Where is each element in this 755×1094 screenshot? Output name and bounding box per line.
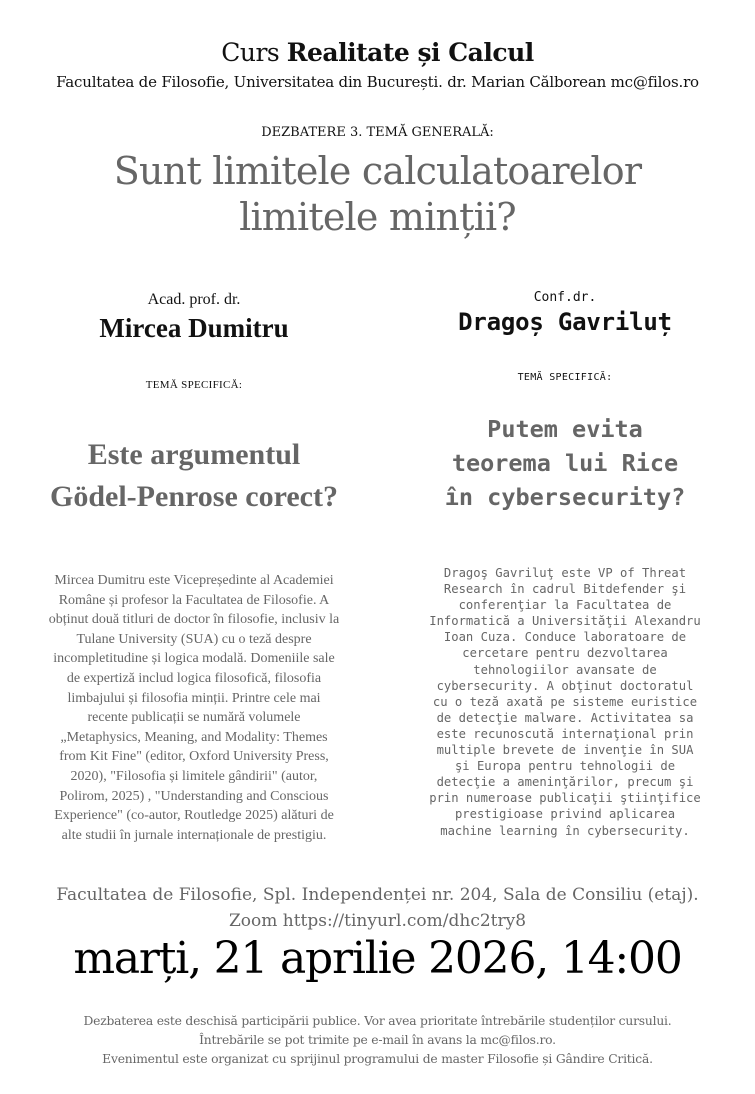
bio-line: Research în cadrul Bitdefender şi	[443, 582, 687, 597]
topic-line: în cybersecurity?	[444, 483, 686, 511]
bio-line: detecţie a ameninţărilor, precum şi	[436, 775, 694, 790]
bio-line: este recunoscută internaţional prin	[436, 726, 694, 741]
debate-title	[0, 148, 755, 240]
speaker-2-name: Dragoș Gavriluț	[458, 308, 672, 336]
topic-line: Gödel-Penrose corect?	[50, 480, 338, 513]
bio-line: machine learning în cybersecurity.	[440, 823, 690, 838]
speaker-1-role: Acad. prof. dr.	[147, 291, 241, 308]
speaker-2-tema-label: TEMĂ SPECIFICĂ:	[517, 372, 613, 383]
topic-line: Este argumentul	[87, 438, 301, 471]
faculty-line: Facultatea de Filosofie, Universitatea din București. dr. Marian Călborean mc@filos.ro	[56, 73, 699, 91]
speaker-2-topic	[392, 412, 738, 514]
bio-line: incompletitudine și logica modală. Domeniile sale	[53, 651, 335, 667]
bio-line: conferenţiar la Facultatea de	[458, 598, 672, 613]
bio-line: prin numeroase publicaţii ştiinţifice	[429, 791, 701, 806]
bio-line: şi Europa pentru tehnologii de	[454, 759, 676, 774]
bio-line: cu o teză axată pe sisteme euristice	[432, 694, 698, 709]
bio-line: multiple brevete de invenţie în SUA	[436, 743, 694, 758]
venue-address: Facultatea de Filosofie, Spl. Independenței nr. 204, Sala de Consiliu (etaj).	[56, 885, 699, 905]
bio-line: Polirom, 2025) , "Understanding and Conscious	[59, 788, 329, 804]
debate-title-line: limitele minții?	[239, 195, 516, 239]
bio-line: Experience" (co-autor, Routledge 2025) alături de	[54, 808, 334, 824]
bio-line: Ioan Cuza. Conduce laboratoare de	[443, 630, 687, 645]
bio-line: de detecţie malware. Activitatea sa	[436, 710, 694, 725]
course-name: Realitate și Calcul	[286, 38, 534, 67]
topic-line: teorema lui Rice	[451, 449, 679, 477]
bio-line: Tulane University (SUA) cu o teză despre	[76, 631, 312, 647]
footer-line: Evenimentul este organizat cu sprijinul programului de master Filosofie și Gândire Critică.	[102, 1052, 653, 1066]
speaker-1-name: Mircea Dumitru	[99, 313, 289, 343]
zoom-link[interactable]: Zoom https://tinyurl.com/dhc2try8	[228, 911, 527, 931]
bio-line: 2020), "Filosofia și limitele gândirii" (autor,	[70, 768, 318, 784]
speaker-2-bio	[392, 565, 738, 839]
speaker-1-tema-label: TEMĂ SPECIFICĂ:	[145, 379, 243, 391]
bio-line: obținut două titluri de doctor în filosofie, inclusiv la	[48, 612, 340, 628]
debate-title-line: Sunt limitele calculatoarelor	[113, 149, 642, 193]
bio-line: limbajului și filosofia minții. Printre cele mai	[67, 690, 321, 706]
bio-line: tehnologiilor avansate de	[473, 662, 657, 677]
bio-line: cybersecurity. A obţinut doctoratul	[436, 678, 694, 693]
footer-line: Întrebările se pot trimite pe e-mail în avans la mc@filos.ro.	[199, 1033, 556, 1047]
course-prefix: Curs	[221, 38, 280, 67]
speaker-2-role: Conf.dr.	[533, 290, 597, 305]
footer-notes	[0, 1012, 755, 1069]
footer-line: Dezbaterea este deschisă participării publice. Vor avea prioritate întrebările studenților cursului.	[83, 1014, 672, 1028]
bio-line: Române și profesor la Facultatea de Filosofie. A	[58, 592, 330, 608]
topic-line: Putem evita	[487, 415, 643, 443]
bio-line: de expertiză includ logica filosofică, filosofia	[66, 670, 322, 686]
bio-line: alte studii în jurnale internaționale de prestigiu.	[61, 827, 327, 843]
event-date: marți, 21 aprilie 2026, 14:00	[73, 933, 682, 984]
course-title	[0, 38, 755, 67]
bio-line: Dragoş Gavriluţ este VP of Threat	[443, 566, 687, 580]
debate-label: DEZBATERE 3. TEMĂ GENERALĂ:	[261, 125, 494, 140]
bio-line: cercetare pentru dezvoltarea	[462, 646, 668, 661]
bio-line: Informatică a Universităţii Alexandru	[429, 614, 701, 629]
bio-line: from Kit Fine" (editor, Oxford University Press,	[59, 749, 329, 765]
venue-info	[0, 882, 755, 934]
bio-line: prestigioase privind aplicarea	[454, 807, 676, 822]
speaker-1-bio	[20, 571, 368, 845]
bio-line: „Metaphysics, Meaning, and Modality: Themes	[60, 729, 328, 745]
bio-line: recente publicații se numără volumele	[87, 710, 301, 726]
bio-line: Mircea Dumitru este Vicepreședinte al Academiei	[54, 573, 334, 588]
speaker-1-topic	[20, 434, 368, 518]
